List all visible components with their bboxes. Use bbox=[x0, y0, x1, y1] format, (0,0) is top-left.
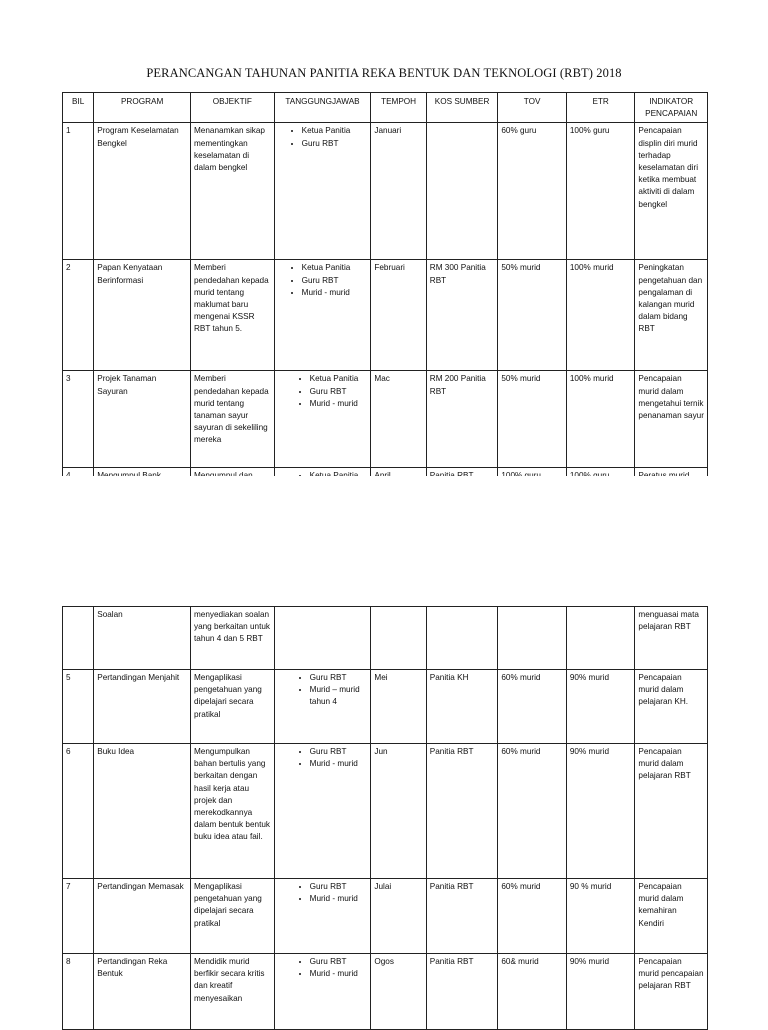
cell-etr: 90% murid bbox=[566, 670, 635, 744]
responsibility-item: • Guru RBT bbox=[310, 672, 368, 684]
table-row bbox=[63, 260, 708, 371]
cell-program: Program Keselamatan Bengkel bbox=[94, 123, 191, 260]
responsibility-item: • Ketua Panitia bbox=[310, 373, 368, 385]
cell-objektif: Mengumpulkan bahan bertulis yang berkaitan dengan hasil kerja atau projek dan merekodkannya dalam bentuk bentuk buku idea atau fail. bbox=[190, 744, 274, 879]
responsibility-list bbox=[278, 125, 368, 149]
responsibility-item: • Ketua Panitia bbox=[302, 262, 368, 274]
col-header-kos-sumber: KOS SUMBER bbox=[426, 93, 498, 123]
header-row bbox=[63, 93, 708, 123]
cell-etr: 100% murid bbox=[566, 371, 635, 468]
table-row bbox=[63, 744, 708, 879]
cell-tanggungjawab bbox=[274, 260, 371, 371]
cell-tempoh bbox=[371, 607, 426, 670]
cell-tov: 60% guru bbox=[498, 123, 567, 260]
cell-bil bbox=[63, 607, 94, 670]
table-row bbox=[63, 371, 708, 468]
cell-tempoh: Mei bbox=[371, 670, 426, 744]
cell-indikator: Peningkatan pengetahuan dan pengalaman di kalangan murid dalam bidang RBT bbox=[635, 260, 708, 371]
cell-bil: 2 bbox=[63, 260, 94, 371]
cell-program: Soalan bbox=[94, 607, 191, 670]
col-header-tov: TOV bbox=[498, 93, 567, 123]
responsibility-item: • Guru RBT bbox=[310, 956, 368, 968]
table-row bbox=[63, 607, 708, 670]
cell-bil: 3 bbox=[63, 371, 94, 468]
cell-program: Pertandingan Reka Bentuk bbox=[94, 954, 191, 1030]
responsibility-item: • Guru RBT bbox=[310, 881, 368, 893]
cell-bil: 5 bbox=[63, 670, 94, 744]
responsibility-item: • Guru RBT bbox=[310, 386, 368, 398]
cell-bil: 6 bbox=[63, 744, 94, 879]
annual-plan-table-continued bbox=[62, 606, 708, 1030]
cell-tempoh: Ogos bbox=[371, 954, 426, 1030]
table-row bbox=[63, 879, 708, 954]
annual-plan-table bbox=[62, 92, 708, 490]
cell-program: Buku Idea bbox=[94, 744, 191, 879]
cell-tov: 60% murid bbox=[498, 744, 567, 879]
cell-objektif: Memberi pendedahan kepada murid tentang maklumat baru mengenai KSSR RBT tahun 5. bbox=[190, 260, 274, 371]
cell-objektif: menyediakan soalan yang berkaitan untuk tahun 4 dan 5 RBT bbox=[190, 607, 274, 670]
cell-tov: 50% murid bbox=[498, 260, 567, 371]
cell-tov: 60% murid bbox=[498, 670, 567, 744]
cell-objektif: Memberi pendedahan kepada murid tentang tanaman sayur sayuran di sekeliling mereka bbox=[190, 371, 274, 468]
cell-tov: 50% murid bbox=[498, 371, 567, 468]
cell-objektif: Menanamkan sikap mementingkan keselamatan di dalam bengkel bbox=[190, 123, 274, 260]
cell-bil: 7 bbox=[63, 879, 94, 954]
responsibility-item: • Murid - murid bbox=[302, 287, 368, 299]
cell-etr: 90% murid bbox=[566, 744, 635, 879]
cell-indikator: Pencapaian murid dalam pelajaran RBT bbox=[635, 744, 708, 879]
cell-program: Papan Kenyataan Berinformasi bbox=[94, 260, 191, 371]
col-header-bil: BIL bbox=[63, 93, 94, 123]
cell-objektif: Mengaplikasi pengetahuan yang dipelajari secara pratikal bbox=[190, 879, 274, 954]
cell-etr: 90 % murid bbox=[566, 879, 635, 954]
cell-tanggungjawab bbox=[274, 670, 371, 744]
cell-program: Projek Tanaman Sayuran bbox=[94, 371, 191, 468]
cell-etr: 100% murid bbox=[566, 260, 635, 371]
responsibility-list bbox=[278, 956, 368, 980]
cell-tempoh: Mac bbox=[371, 371, 426, 468]
responsibility-list bbox=[278, 746, 368, 770]
col-header-etr: ETR bbox=[566, 93, 635, 123]
cell-kos-sumber: Panitia RBT bbox=[426, 744, 498, 879]
cell-tov: 60& murid bbox=[498, 954, 567, 1030]
cell-etr: 100% guru bbox=[566, 123, 635, 260]
cell-kos-sumber bbox=[426, 607, 498, 670]
cell-kos-sumber: Panitia KH bbox=[426, 670, 498, 744]
cell-tempoh: Julai bbox=[371, 879, 426, 954]
col-header-indikator: INDIKATOR PENCAPAIAN bbox=[635, 93, 708, 123]
cell-indikator: Pencapaian murid pencapaian pelajaran RBT bbox=[635, 954, 708, 1030]
cell-indikator: Pencapaian displin diri murid terhadap keselamatan diri ketika membuat aktiviti di dalam bengkel bbox=[635, 123, 708, 260]
cell-program: Pertandingan Menjahit bbox=[94, 670, 191, 744]
responsibility-item: • Guru RBT bbox=[310, 746, 368, 758]
cell-objektif: Mendidik murid berfikir secara kritis dan kreatif menyesaikan bbox=[190, 954, 274, 1030]
cell-tempoh: Januari bbox=[371, 123, 426, 260]
cell-bil: 8 bbox=[63, 954, 94, 1030]
cell-kos-sumber bbox=[426, 123, 498, 260]
cell-etr: 90% murid bbox=[566, 954, 635, 1030]
responsibility-list bbox=[278, 373, 368, 410]
responsibility-item: • Murid - murid bbox=[310, 968, 368, 980]
cell-kos-sumber: RM 300 Panitia RBT bbox=[426, 260, 498, 371]
page-break bbox=[0, 476, 768, 606]
cell-indikator: Pencapaian murid dalam kemahiran Kendiri bbox=[635, 879, 708, 954]
col-header-tempoh: TEMPOH bbox=[371, 93, 426, 123]
responsibility-item: • Murid – murid tahun 4 bbox=[310, 684, 368, 708]
col-header-objektif: OBJEKTIF bbox=[190, 93, 274, 123]
cell-tanggungjawab bbox=[274, 954, 371, 1030]
responsibility-item: • Guru RBT bbox=[302, 138, 368, 150]
responsibility-list bbox=[278, 881, 368, 905]
cell-tov: 60% murid bbox=[498, 879, 567, 954]
cell-tanggungjawab bbox=[274, 371, 371, 468]
cell-indikator: menguasai mata pelajaran RBT bbox=[635, 607, 708, 670]
cell-tanggungjawab bbox=[274, 879, 371, 954]
responsibility-item: • Murid - murid bbox=[310, 893, 368, 905]
responsibility-list bbox=[278, 262, 368, 299]
responsibility-item: • Ketua Panitia bbox=[302, 125, 368, 137]
cell-indikator: Pencapaian murid dalam mengetahui ternik penanaman sayur bbox=[635, 371, 708, 468]
col-header-tanggungjawab: TANGGUNGJAWAB bbox=[274, 93, 371, 123]
cell-bil: 1 bbox=[63, 123, 94, 260]
responsibility-item: • Guru RBT bbox=[302, 275, 368, 287]
page-title: PERANCANGAN TAHUNAN PANITIA REKA BENTUK DAN TEKNOLOGI (RBT) 2018 bbox=[146, 66, 622, 80]
cell-tempoh: Jun bbox=[371, 744, 426, 879]
cell-tanggungjawab bbox=[274, 123, 371, 260]
responsibility-list bbox=[278, 672, 368, 709]
cell-program: Pertandingan Memasak bbox=[94, 879, 191, 954]
cell-indikator: Pencapaian murid dalam pelajaran KH. bbox=[635, 670, 708, 744]
cell-tempoh: Februari bbox=[371, 260, 426, 371]
responsibility-item: • Murid - murid bbox=[310, 758, 368, 770]
col-header-program: PROGRAM bbox=[94, 93, 191, 123]
table-row bbox=[63, 954, 708, 1030]
cell-kos-sumber: Panitia RBT bbox=[426, 879, 498, 954]
cell-etr bbox=[566, 607, 635, 670]
table-row bbox=[63, 670, 708, 744]
cell-tanggungjawab bbox=[274, 607, 371, 670]
responsibility-item: • Murid - murid bbox=[310, 398, 368, 410]
table-row bbox=[63, 123, 708, 260]
cell-tov bbox=[498, 607, 567, 670]
cell-kos-sumber: RM 200 Panitia RBT bbox=[426, 371, 498, 468]
cell-objektif: Mengaplikasi pengetahuan yang dipelajari secara pratikal bbox=[190, 670, 274, 744]
cell-tanggungjawab bbox=[274, 744, 371, 879]
cell-kos-sumber: Panitia RBT bbox=[426, 954, 498, 1030]
